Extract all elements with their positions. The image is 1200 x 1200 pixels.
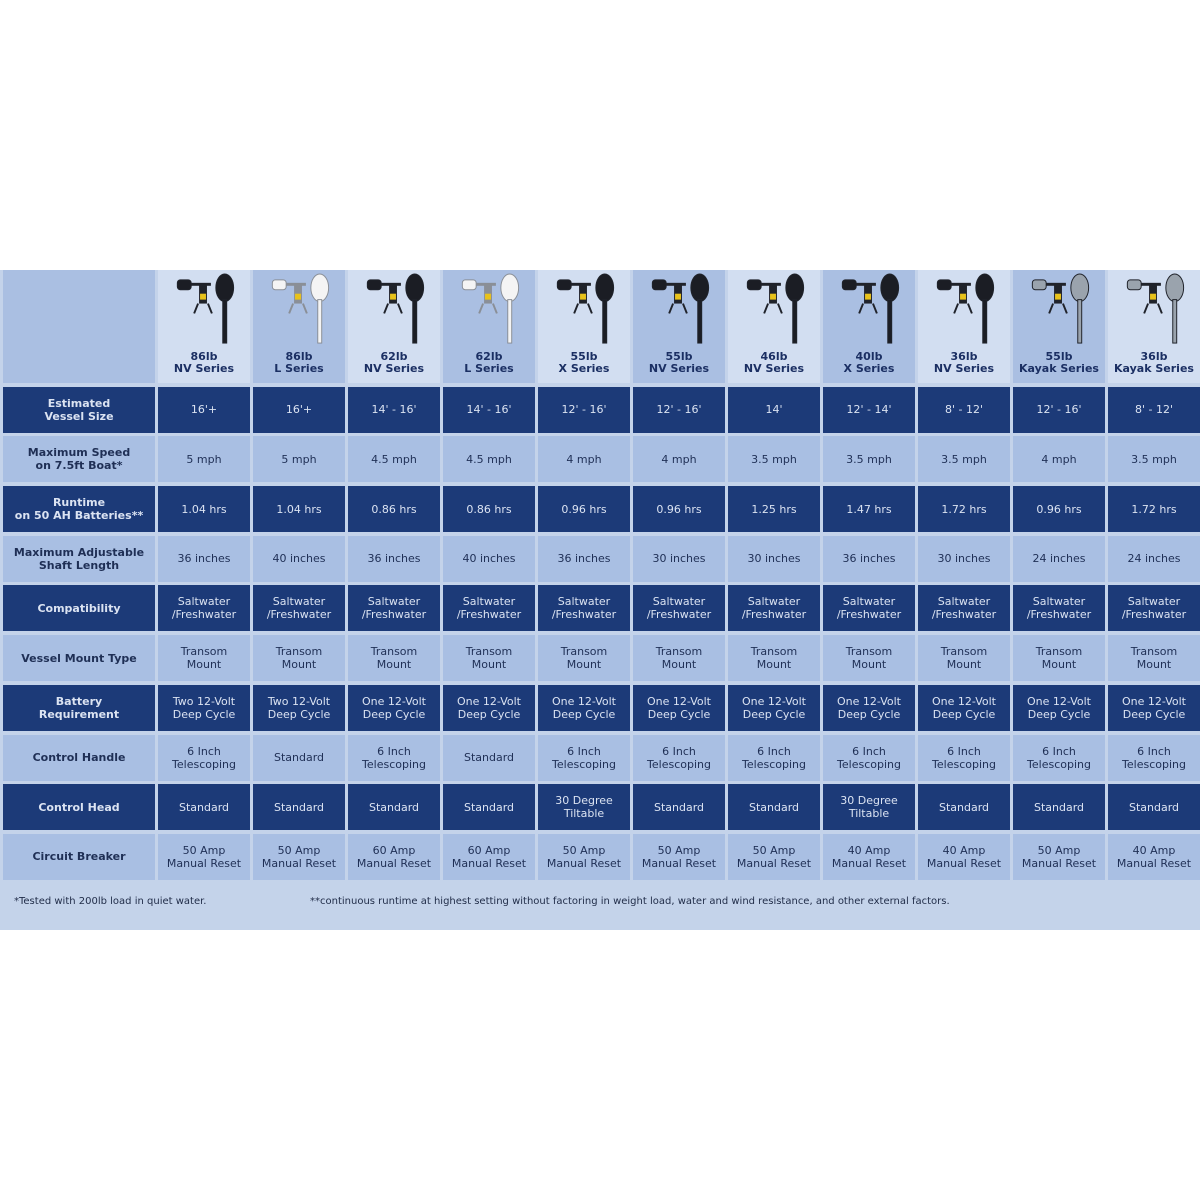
spec-value: 3.5 mph [918,436,1010,482]
trolling-motor-icon [834,270,904,347]
spec-value: Transom Mount [918,635,1010,681]
model-header [918,270,1010,383]
spec-value: 6 Inch Telescoping [1013,735,1105,781]
spec-value: Saltwater /Freshwater [1108,585,1200,631]
spec-value: 50 Amp Manual Reset [538,834,630,880]
spec-value: Saltwater /Freshwater [1013,585,1105,631]
spec-value: 1.47 hrs [823,486,915,532]
model-name: 40lb X Series [843,350,895,375]
model-name: 55lb NV Series [648,350,710,375]
spec-value: 36 inches [348,536,440,582]
spec-value: Transom Mount [538,635,630,681]
spec-label: Control Handle [3,735,155,781]
model-header [253,270,345,383]
trolling-motor-icon [359,270,429,347]
spec-value: Standard [918,784,1010,830]
model-header [443,270,535,383]
spec-value: 40 Amp Manual Reset [823,834,915,880]
spec-value: Standard [633,784,725,830]
spec-value: 0.86 hrs [348,486,440,532]
spec-value: Transom Mount [253,635,345,681]
model-header [1108,270,1200,383]
spec-label: Maximum Adjustable Shaft Length [3,536,155,582]
trolling-motor-icon [1119,270,1189,347]
spec-value: 6 Inch Telescoping [158,735,250,781]
spec-value: 1.25 hrs [728,486,820,532]
trolling-motor-icon [1024,270,1094,347]
comparison-chart [0,270,1200,930]
spec-value: One 12-Volt Deep Cycle [443,685,535,731]
spec-value: Standard [1013,784,1105,830]
spec-value: 0.96 hrs [633,486,725,532]
trolling-motor-icon [739,270,809,347]
spec-label: Circuit Breaker [3,834,155,880]
spec-value: Saltwater /Freshwater [538,585,630,631]
spec-value: Transom Mount [1108,635,1200,681]
spec-label: Estimated Vessel Size [3,387,155,433]
spec-value: 12' - 16' [538,387,630,433]
spec-value: Saltwater /Freshwater [158,585,250,631]
trolling-motor-icon [644,270,714,347]
spec-value: 8' - 12' [1108,387,1200,433]
spec-value: 0.96 hrs [538,486,630,532]
spec-value: 3.5 mph [823,436,915,482]
spec-value: 40 Amp Manual Reset [1108,834,1200,880]
spec-value: Transom Mount [443,635,535,681]
spec-value: 50 Amp Manual Reset [253,834,345,880]
spec-value: Saltwater /Freshwater [633,585,725,631]
model-name: 86lb NV Series [173,350,235,375]
spec-value: 16'+ [253,387,345,433]
spec-value: 40 Amp Manual Reset [918,834,1010,880]
trolling-motor-icon [929,270,999,347]
spec-value: Standard [253,735,345,781]
model-name: 62lb L Series [464,350,514,375]
spec-value: 30 Degree Tiltable [823,784,915,830]
spec-value: 4 mph [538,436,630,482]
spec-value: One 12-Volt Deep Cycle [633,685,725,731]
spec-value: 24 inches [1013,536,1105,582]
footnote-runtime: **continuous runtime at highest setting without factoring in weight load, water and wind resistance, and other external factors. [310,896,950,907]
spec-value: 30 inches [633,536,725,582]
spec-value: 4.5 mph [443,436,535,482]
spec-value: Two 12-Volt Deep Cycle [253,685,345,731]
spec-value: 1.72 hrs [918,486,1010,532]
spec-value: 6 Inch Telescoping [823,735,915,781]
spec-value: 1.04 hrs [253,486,345,532]
spec-label: Battery Requirement [3,685,155,731]
spec-value: 0.86 hrs [443,486,535,532]
footnotes [0,896,1200,926]
spec-value: Two 12-Volt Deep Cycle [158,685,250,731]
spec-value: 5 mph [253,436,345,482]
spec-value: Saltwater /Freshwater [348,585,440,631]
spec-value: 3.5 mph [728,436,820,482]
spec-value: Transom Mount [633,635,725,681]
spec-value: 30 Degree Tiltable [538,784,630,830]
spec-value: Saltwater /Freshwater [728,585,820,631]
spec-value: 5 mph [158,436,250,482]
spec-value: 12' - 14' [823,387,915,433]
spec-value: 50 Amp Manual Reset [158,834,250,880]
spec-value: One 12-Volt Deep Cycle [1013,685,1105,731]
spec-value: 40 inches [253,536,345,582]
spec-label: Runtime on 50 AH Batteries** [3,486,155,532]
trolling-motor-icon [169,270,239,347]
spec-value: Standard [158,784,250,830]
spec-value: 4 mph [1013,436,1105,482]
spec-value: Saltwater /Freshwater [253,585,345,631]
spec-value: Transom Mount [728,635,820,681]
spec-value: Transom Mount [823,635,915,681]
spec-value: 6 Inch Telescoping [728,735,820,781]
spec-value: Transom Mount [1013,635,1105,681]
spec-value: One 12-Volt Deep Cycle [823,685,915,731]
spec-value: 14' [728,387,820,433]
spec-value: Transom Mount [348,635,440,681]
spec-value: One 12-Volt Deep Cycle [1108,685,1200,731]
model-header [823,270,915,383]
spec-value: 12' - 16' [1013,387,1105,433]
model-header [348,270,440,383]
spec-value: Saltwater /Freshwater [918,585,1010,631]
spec-value: One 12-Volt Deep Cycle [728,685,820,731]
spec-label: Maximum Speed on 7.5ft Boat* [3,436,155,482]
spec-value: Saltwater /Freshwater [823,585,915,631]
model-header [538,270,630,383]
spec-value: 36 inches [823,536,915,582]
spec-value: 4 mph [633,436,725,482]
model-name: 36lb NV Series [933,350,995,375]
trolling-motor-icon [549,270,619,347]
footnote-speed: *Tested with 200lb load in quiet water. [14,896,207,907]
spec-value: 0.96 hrs [1013,486,1105,532]
spec-value: Saltwater /Freshwater [443,585,535,631]
model-name: 55lb X Series [558,350,610,375]
spec-value: 36 inches [158,536,250,582]
spec-value: Standard [443,735,535,781]
model-name: 86lb L Series [274,350,324,375]
spec-value: Standard [1108,784,1200,830]
spec-value: Standard [443,784,535,830]
spec-value: Transom Mount [158,635,250,681]
spec-value: 14' - 16' [348,387,440,433]
spec-value: 50 Amp Manual Reset [1013,834,1105,880]
spec-value: One 12-Volt Deep Cycle [918,685,1010,731]
spec-value: 3.5 mph [1108,436,1200,482]
model-header [633,270,725,383]
spec-value: 40 inches [443,536,535,582]
spec-value: Standard [348,784,440,830]
model-header [158,270,250,383]
spec-value: 1.04 hrs [158,486,250,532]
spec-value: One 12-Volt Deep Cycle [348,685,440,731]
model-header [1013,270,1105,383]
model-name: 62lb NV Series [363,350,425,375]
spec-value: 50 Amp Manual Reset [728,834,820,880]
spec-value: 60 Amp Manual Reset [348,834,440,880]
spec-value: 4.5 mph [348,436,440,482]
spec-value: 16'+ [158,387,250,433]
model-header [728,270,820,383]
comparison-table [3,270,1197,880]
spec-value: 1.72 hrs [1108,486,1200,532]
spec-value: 24 inches [1108,536,1200,582]
spec-label: Control Head [3,784,155,830]
spec-value: 60 Amp Manual Reset [443,834,535,880]
spec-value: 6 Inch Telescoping [633,735,725,781]
trolling-motor-icon [264,270,334,347]
spec-value: 30 inches [918,536,1010,582]
spec-value: 8' - 12' [918,387,1010,433]
spec-value: 14' - 16' [443,387,535,433]
model-name: 55lb Kayak Series [1019,350,1099,375]
trolling-motor-icon [454,270,524,347]
spec-value: 30 inches [728,536,820,582]
spec-value: 6 Inch Telescoping [1108,735,1200,781]
model-name: 46lb NV Series [743,350,805,375]
spec-value: 12' - 16' [633,387,725,433]
spec-value: 6 Inch Telescoping [538,735,630,781]
model-name: 36lb Kayak Series [1114,350,1194,375]
spec-value: One 12-Volt Deep Cycle [538,685,630,731]
header-corner [3,270,155,383]
spec-value: Standard [728,784,820,830]
spec-label: Compatibility [3,585,155,631]
spec-value: Standard [253,784,345,830]
spec-label: Vessel Mount Type [3,635,155,681]
spec-value: 36 inches [538,536,630,582]
spec-value: 6 Inch Telescoping [348,735,440,781]
spec-value: 50 Amp Manual Reset [633,834,725,880]
spec-value: 6 Inch Telescoping [918,735,1010,781]
